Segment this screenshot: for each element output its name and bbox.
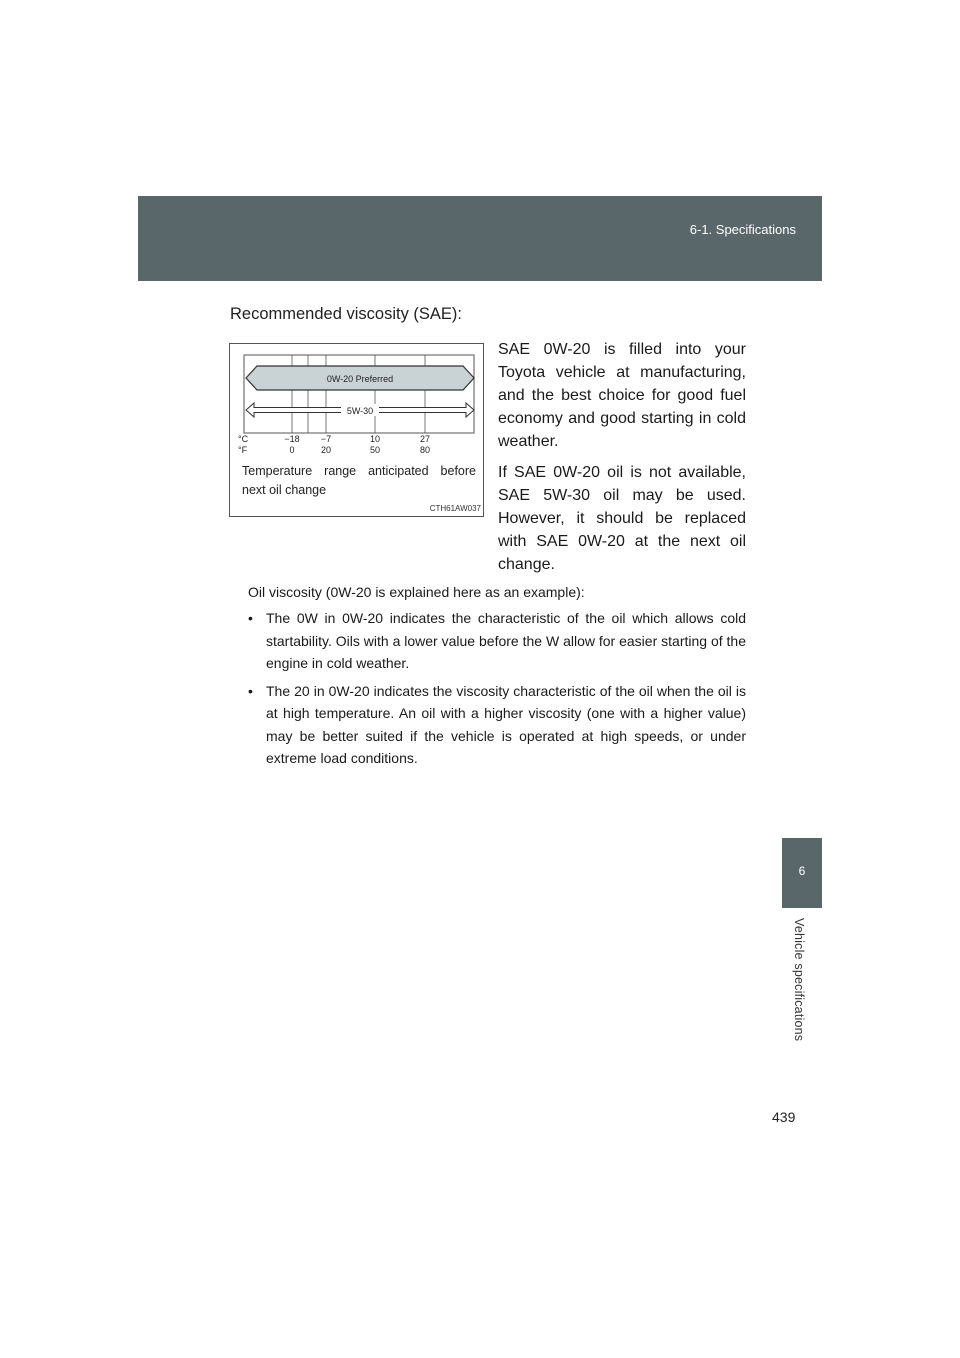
figure-caption: Temperature range anticipated before next oil change xyxy=(242,464,476,497)
fahrenheit-tick: 80 xyxy=(419,445,431,455)
fahrenheit-tick: 50 xyxy=(369,445,381,455)
fahrenheit-unit: °F xyxy=(238,445,248,455)
celsius-tick: 10 xyxy=(369,434,381,444)
oil-viscosity-note xyxy=(248,584,746,775)
note-list xyxy=(248,607,746,770)
fahrenheit-tick: 20 xyxy=(320,445,332,455)
body-paragraph: If SAE 0W-20 oil is not available, SAE 5W-30 oil may be used. However, it should be replaced with SAE 0W-20 at the next oil change. xyxy=(498,464,746,573)
chapter-number: 6 xyxy=(798,864,806,878)
alternate-bar-label: 5W-30 xyxy=(346,406,374,416)
figure-code: CTH61AW037 xyxy=(429,504,481,513)
viscosity-temperature-figure xyxy=(229,343,484,517)
list-item-text: The 0W in 0W-20 indicates the characteristic of the oil which allows cold startability. Oils with a lower value before the W allow for easier starting of the engine in cold weather. xyxy=(266,610,746,671)
celsius-tick: 27 xyxy=(419,434,431,444)
chapter-label: Vehicle specifications xyxy=(792,918,806,1042)
bullet: • xyxy=(248,610,253,626)
celsius-tick: −18 xyxy=(284,434,300,444)
fahrenheit-tick: 0 xyxy=(289,445,295,455)
recommended-viscosity-heading: Recommended viscosity (SAE): xyxy=(230,305,462,323)
body-text xyxy=(498,338,746,584)
header-band xyxy=(138,196,822,281)
note-intro: Oil viscosity (0W-20 is explained here as an example): xyxy=(248,584,585,600)
list-item xyxy=(248,607,746,675)
list-item-text: The 20 in 0W-20 indicates the viscosity characteristic of the oil when the oil is at high temperature. An oil with a higher viscosity (one with a higher value) may be better suited if the vehicle is operated at high speeds, or under extreme load conditions. xyxy=(266,682,746,766)
body-paragraph: SAE 0W-20 is filled into your Toyota vehicle at manufacturing, and the best choice for good fuel economy and good starting in cold weather. xyxy=(498,341,746,450)
section-title: 6-1. Specifications xyxy=(689,222,796,237)
chapter-tab[interactable] xyxy=(782,838,822,908)
list-item xyxy=(248,680,746,770)
celsius-unit: °C xyxy=(238,434,249,444)
page-number: 439 xyxy=(772,1109,796,1125)
bullet: • xyxy=(248,682,253,699)
celsius-tick: −7 xyxy=(320,434,332,444)
preferred-bar-label: 0W-20 Preferred xyxy=(326,374,394,384)
